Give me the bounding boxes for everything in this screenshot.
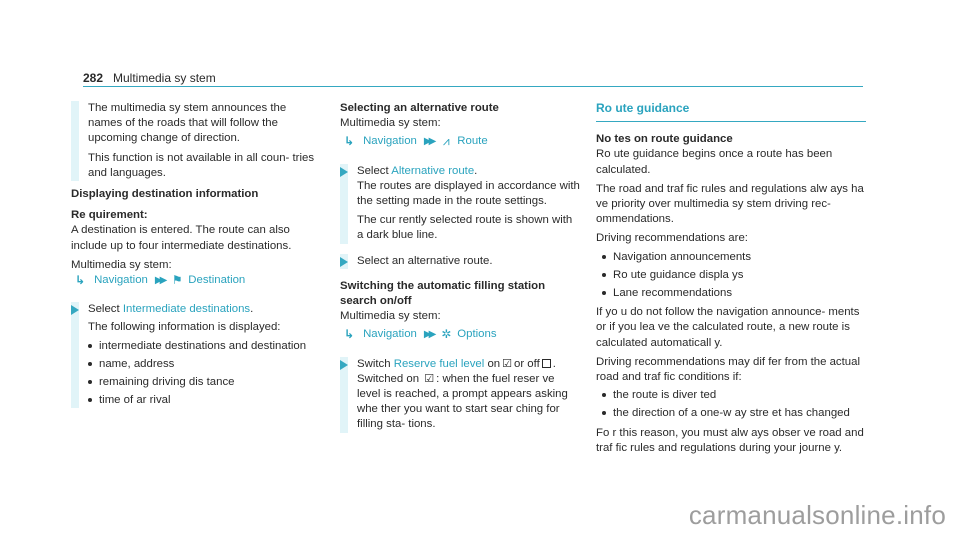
paragraph: Ro ute guidance begins once a route has been calculated. [596,148,833,176]
step-text: or off [514,357,540,370]
list-item [596,250,866,265]
step-description [357,372,580,433]
bullet-icon [88,344,92,348]
requirement-text: A destination is entered. The route can also include up to four intermediate destinations. [71,224,292,252]
condition-list [596,388,866,421]
info-list [88,339,319,409]
step-block [71,302,319,408]
column-right [596,101,866,456]
step-block [340,254,580,269]
step-triangle-icon [340,257,348,267]
list-item [88,375,319,390]
paragraph: The road and traf fic rules and regulations alw ays ha ve priority over multimedia sy stem driving rec‐ ommendations. [596,182,864,226]
list-item-text: name, address [99,357,175,370]
path-link-navigation[interactable]: Navigation [363,135,417,148]
paragraph: Driving recommendations may dif fer from the actual road and traf fic conditions if: [596,355,860,384]
list-item-text: remaining driving dis tance [99,376,235,389]
list-item-text: Lane recommendations [613,287,733,300]
step-description: The routes are displayed in accordance with the setting made in the route settings. [357,179,580,208]
turn-arrow-icon: ↳ [344,327,355,342]
list-item-text: intermediate destinations and destination [99,339,307,352]
list-item [596,286,866,301]
paragraph: Driving recommendations are: [596,232,748,245]
note-paragraph: The multimedia sy stem announces the names of the roads that will follow the upcoming change of direction. [88,102,287,145]
route-icon: ⩘ [442,134,450,149]
path-label: Multimedia sy stem: [340,117,441,130]
recommendation-list [596,250,866,302]
path-label: Multimedia sy stem: [340,310,441,323]
double-chevron-icon: ▶▶ [154,275,165,287]
step-punct: . [552,357,556,370]
column-left [71,101,319,408]
step-punct: . [474,164,478,177]
bullet-icon [88,380,92,384]
watermark-text: carmanualsonline.info [688,499,946,530]
instruction-step [340,164,580,179]
list-item-text: Navigation announcements [613,250,752,263]
path-link-destination[interactable]: Destination [188,274,246,287]
instruction-step [71,302,319,317]
gear-icon: ✲ [441,327,452,342]
section-heading: Switching the automatic filling station search on/off [340,279,546,308]
link-intermediate-destinations[interactable]: Intermediate destinations [122,303,251,316]
step-text: Switch [357,357,391,370]
double-chevron-icon: ▶▶ [423,329,434,341]
path-link-options[interactable]: Options [457,328,497,341]
step-triangle-icon [340,360,348,370]
step-text: : when the fuel reser ve level is reached, a prompt appears asking whe ther you want to start sear ching for filling sta‐ tions. [357,372,568,431]
bullet-icon [602,255,606,259]
instruction-step [340,254,580,269]
path-link-navigation[interactable]: Navigation [94,274,148,287]
list-item-text: Ro ute guidance displa ys [613,268,744,281]
double-chevron-icon: ▶▶ [423,136,434,148]
checkbox-unchecked-icon [542,359,551,368]
page-header [83,71,863,87]
step-text: Select an alternative route. [357,254,493,267]
flag-icon: ⚑ [171,273,183,288]
step-text: on [487,357,501,370]
link-reserve-fuel-level[interactable]: Reserve fuel level [393,357,485,370]
checkbox-checked-icon: ☑ [424,372,435,385]
subsection-heading: No tes on route guidance [596,133,733,146]
list-item [596,268,866,283]
list-item [88,357,319,372]
section-heading: Selecting an alternative route [340,102,499,114]
list-item [88,339,319,354]
path-link-navigation[interactable]: Navigation [363,328,417,341]
step-description: The cur rently selected route is shown with a dark blue line. [357,214,573,242]
list-item-text: the route is diver ted [613,389,717,402]
path-label: Multimedia sy stem: [71,258,172,271]
bullet-icon [88,398,92,402]
list-item [596,406,866,421]
column-middle [340,101,580,433]
note-paragraph: This function is not available in all coun‐ tries and languages. [88,151,315,179]
step-text: Select [88,303,120,316]
bullet-icon [602,273,606,277]
checkbox-checked-icon: ☑ [502,357,512,370]
link-alternative-route[interactable]: Alternative route [391,164,475,177]
list-item-text: time of ar rival [99,394,171,407]
section-heading: Displaying destination information [71,188,259,201]
list-item [596,388,866,403]
requirement-label: Re quirement: [71,209,148,222]
path-link-route[interactable]: Route [457,135,488,148]
turn-arrow-icon: ↳ [75,273,86,288]
instruction-step [340,357,580,372]
list-intro: The following information is displayed: [88,321,281,334]
step-text: Select [357,164,389,177]
menu-path [340,134,580,149]
step-block [340,164,580,244]
menu-path [71,273,319,288]
page-title: Multimedia sy stem [113,71,216,85]
list-item [88,393,319,408]
bullet-icon [602,411,606,415]
turn-arrow-icon: ↳ [344,134,355,149]
paragraph: If yo u do not follow the navigation announce‐ ments or if you lea ve the calculated route, a new route is calculated automaticall y. [596,306,860,349]
info-note [71,101,319,181]
section-title: Ro ute guidance [596,101,866,122]
page-number: 282 [83,71,104,85]
bullet-icon [88,362,92,366]
step-punct: . [250,303,254,316]
step-triangle-icon [71,305,79,315]
list-item-text: the direction of a one-w ay stre et has changed [613,407,850,420]
bullet-icon [602,291,606,295]
bullet-icon [602,393,606,397]
paragraph: Fo r this reason, you must alw ays obser ve road and traf fic rules and regulations during your journe y. [596,426,864,454]
menu-path [340,327,580,342]
step-text: Switched on [357,372,420,385]
step-block [340,357,580,433]
step-triangle-icon [340,167,348,177]
